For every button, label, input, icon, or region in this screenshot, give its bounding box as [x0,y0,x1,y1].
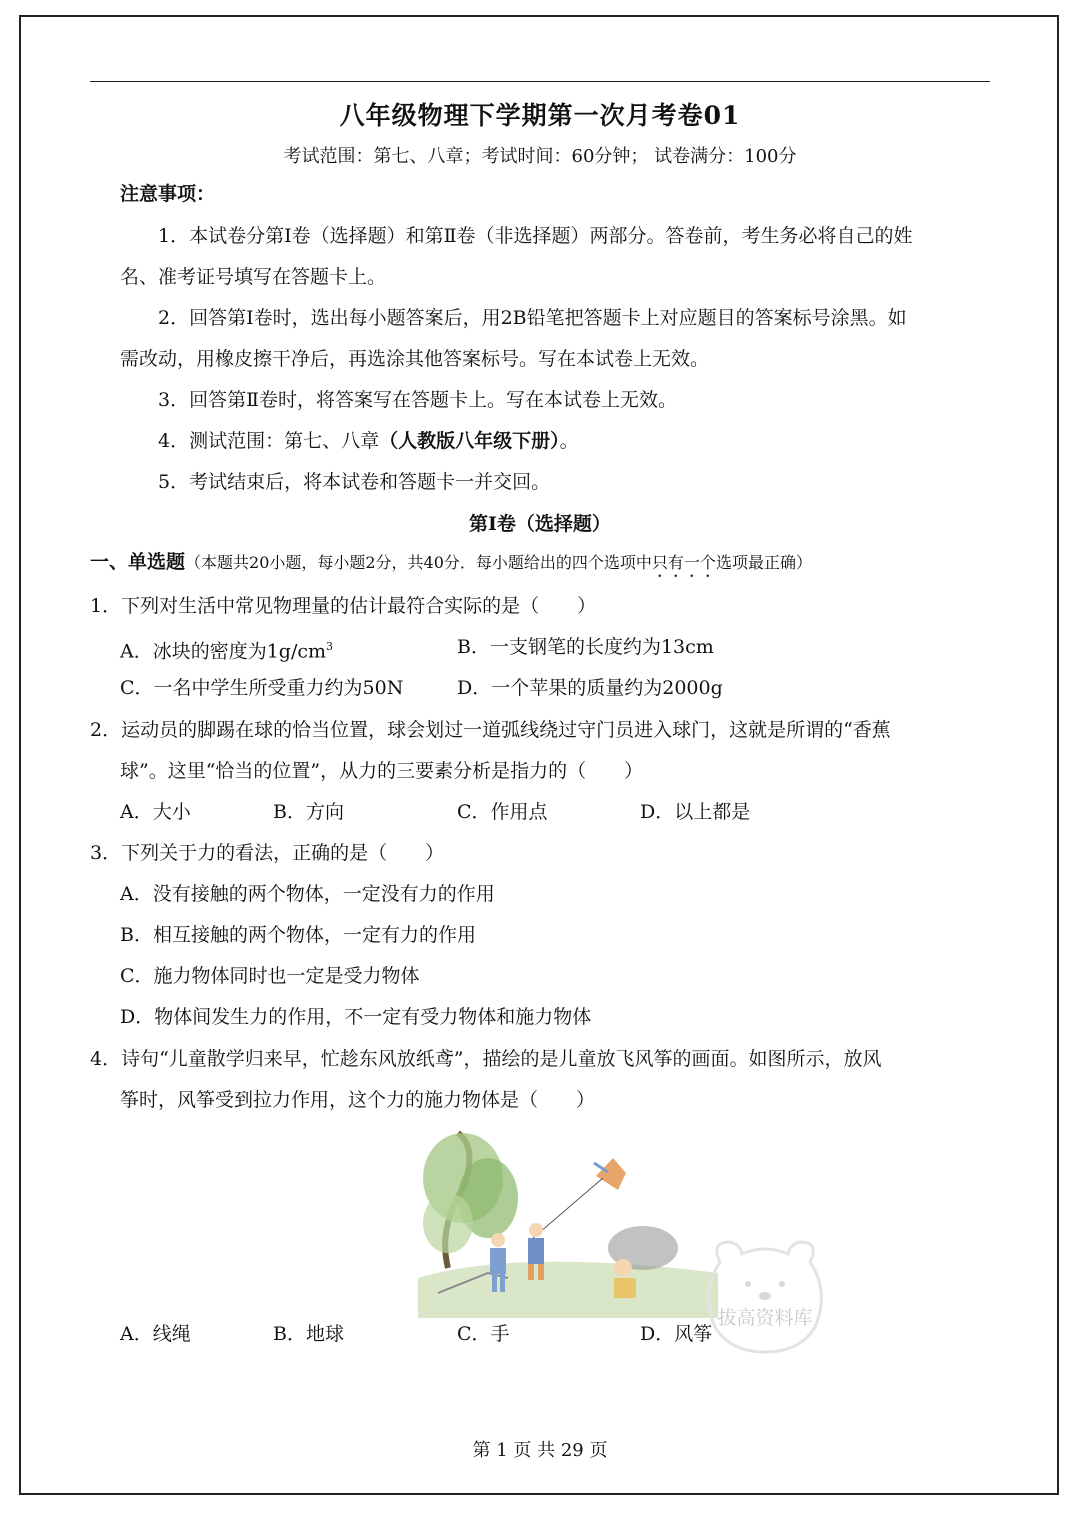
part-desc: （本题共20小题，每小题2分，共40分．每小题给出的四个选项中 [185,553,652,572]
q1-option-c: C．一名中学生所受重力约为50N [120,677,404,699]
part-desc-end: 选项最正确） [715,553,812,572]
header-rule [90,81,990,82]
kite-flying-illustration [418,1128,718,1318]
note-1-line-1: 1．本试卷分第Ⅰ卷（选择题）和第Ⅱ卷（非选择题）两部分。答卷前，考生务必将自己的姓 [158,225,913,247]
section-heading: 第Ⅰ卷（选择题） [469,513,611,535]
notes-heading: 注意事项： [120,183,216,205]
q2-option-c: C．作用点 [457,801,548,823]
q2-option-d: D．以上都是 [640,801,751,823]
watermark-text: 拔高资料库 [717,1307,813,1329]
q4-stem-line-2: 筝时，风筝受到拉力作用，这个力的施力物体是（ ） [120,1089,596,1111]
bear-watermark-logo [690,1222,840,1362]
q3-option-d: D．物体间发生力的作用，不一定有受力物体和施力物体 [120,1006,592,1028]
part-heading [90,550,812,581]
part-label: 一、单选题 [90,551,186,573]
q2-option-a: A．大小 [120,801,191,823]
q2-stem-line-2: 球”。这里“恰当的位置”，从力的三要素分析是指力的（ ） [120,760,644,782]
exam-subtitle: 考试范围：第七、八章；考试时间：60分钟； 试卷满分：100分 [283,146,797,167]
q3-option-c: C．施力物体同时也一定是受力物体 [120,965,420,987]
note-3: 3．回答第Ⅱ卷时，将答案写在答题卡上。写在本试卷上无效。 [158,389,678,411]
q4-option-b: B．地球 [273,1323,344,1345]
q1-option-a-text: A．冰块的密度为1g/cm [120,640,327,663]
q3-stem: 3．下列关于力的看法，正确的是（ ） [90,842,445,864]
exam-title: 八年级物理下学期第一次月考卷01 [339,101,741,130]
q1-option-d: D．一个苹果的质量约为2000g [457,677,723,699]
note-2-line-2: 需改动，用橡皮擦干净后，再选涂其他答案标号。写在本试卷上无效。 [120,348,710,370]
note-5: 5．考试结束后，将本试卷和答题卡一并交回。 [158,471,551,493]
q4-option-a: A．线绳 [120,1323,191,1345]
q4-option-d: D．风筝 [640,1323,713,1345]
q1-stem: 1．下列对生活中常见物理量的估计最符合实际的是（ ） [90,595,597,617]
q4-stem-line-1: 4．诗句“儿童散学归来早，忙趁东风放纸鸢”，描绘的是儿童放飞风筝的画面。如图所示，放风 [90,1048,882,1070]
q1-option-b: B．一支钢笔的长度约为13cm [457,636,714,658]
note-4-text: 4．测试范围：第七、八章 [158,430,380,452]
q1-option-a-sup: 3 [326,640,334,653]
note-2-line-1: 2．回答第Ⅰ卷时，选出每小题答案后，用2B铅笔把答题卡上对应题目的答案标号涂黑。如 [158,307,907,329]
q3-option-a: A．没有接触的两个物体，一定没有力的作用 [120,883,495,905]
q2-stem-line-1: 2．运动员的脚踢在球的恰当位置，球会划过一道弧线绕过守门员进入球门，这就是所谓的“香蕉 [90,719,891,741]
q3-option-b: B．相互接触的两个物体，一定有力的作用 [120,924,476,946]
note-1-line-2: 名、准考证号填写在答题卡上。 [120,266,387,288]
note-4-end: 。 [559,430,579,452]
note-4 [158,429,579,453]
q1-option-a [120,635,333,663]
page-number: 第 1 页 共 29 页 [472,1440,608,1461]
note-4-bold: （人教版八年级下册） [379,430,560,452]
q4-option-c: C．手 [457,1323,510,1345]
part-desc-emphasis: 只有一个 [651,553,716,572]
q2-option-b: B．方向 [273,801,344,823]
